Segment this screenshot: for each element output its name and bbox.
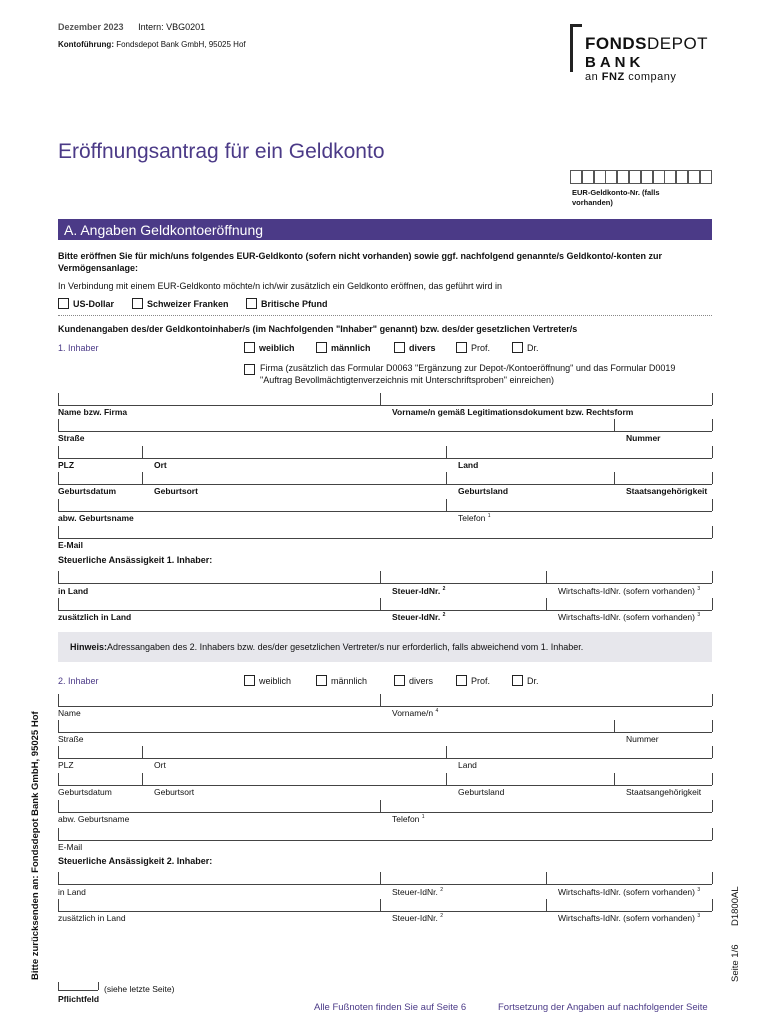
section-a-intro: Bitte eröffnen Sie für mich/uns folgendes EUR-Geldkonto (sofern nicht vorhanden) sowie ggf. nachfolgend genannte/s Geldkonto/-konten zur Vermögensanlage: — [58, 251, 663, 273]
account-number-cell[interactable] — [570, 170, 582, 184]
holder2-checkbox-dr[interactable]: Dr. — [512, 675, 539, 686]
holder1-firma-text: Firma (zusätzlich das Formular D0063 "Ergänzung zur Depot-/Kontoeröffnung" und das Formular D0019 "Auftrag Bevollmächtigtenverzeichnis mit Unterschriftsproben" einreichen) — [260, 363, 676, 385]
holder2-checkbox-prof[interactable]: Prof. — [456, 675, 490, 686]
holder1-checkbox-divers[interactable]: divers — [394, 342, 436, 353]
h2-tax-in-land: in Land — [58, 887, 86, 897]
h1-label-staatsangehoerigkeit: Staatsangehörigkeit — [626, 486, 708, 496]
h2-tax-wirtschafts-id-2: Wirtschafts-IdNr. (sofern vorhanden) $^3$ — [558, 913, 701, 923]
holder1-checkbox-weiblich[interactable]: weiblich — [244, 342, 295, 353]
h1-label-nummer: Nummer — [626, 433, 661, 443]
holder2-checkbox-maennlich[interactable]: männlich — [316, 675, 367, 686]
header-date: Dezember 2023 — [58, 22, 124, 32]
h1-label-land: Land — [458, 460, 479, 470]
h2-label-land: Land — [458, 760, 477, 770]
h1-tax-wirtschafts-id: Wirtschafts-IdNr. (sofern vorhanden) $^3$ — [558, 586, 701, 596]
checkbox-us-dollar[interactable]: US-Dollar — [58, 298, 114, 309]
holder2-checkbox-divers[interactable]: divers — [394, 675, 433, 686]
h2-label-geburtsland: Geburtsland — [458, 787, 505, 797]
page-title: Eröffnungsantrag für ein Geldkonto — [58, 140, 385, 163]
holder2-label: 2. Inhaber — [58, 676, 99, 686]
h1-tax-in-land: in Land — [58, 586, 89, 596]
h1-tax-steuer-id-2: Steuer-IdNr. $^2$ — [392, 612, 446, 622]
h1-tax-heading: Steuerliche Ansässigkeit 1. Inhaber: — [58, 555, 213, 565]
holder2-checkbox-weiblich[interactable]: weiblich — [244, 675, 291, 686]
h2-label-nummer: Nummer — [626, 734, 659, 744]
h2-label-plz: PLZ — [58, 760, 74, 770]
h1-label-geburtsland: Geburtsland — [458, 486, 509, 496]
legend-sample-field — [58, 990, 98, 991]
h2-label-vorname: Vorname/n $^4$ — [392, 708, 439, 718]
section-a-connection: In Verbindung mit einem EUR-Geldkonto möchte/n ich/wir zusätzlich ein Geldkonto eröffnen, das geführt wird in — [58, 281, 503, 291]
header-kontofuehrung: Kontoführung: Fondsdepot Bank GmbH, 95025 Hof — [58, 40, 246, 49]
account-number-cell[interactable] — [688, 170, 700, 184]
h1-label-geburtsort: Geburtsort — [154, 486, 198, 496]
h1-label-vorname: Vorname/n gemäß Legitimationsdokument bzw. Rechtsform — [392, 407, 634, 417]
customer-heading: Kundenangaben des/der Geldkontoinhaber/s (im Nachfolgenden "Inhaber" genannt) bzw. des/der gesetzlichen Vertreter/s — [58, 324, 578, 334]
holder1-checkbox-dr[interactable]: Dr. — [512, 342, 539, 353]
account-number-cell[interactable] — [582, 170, 594, 184]
h1-label-strasse: Straße — [58, 433, 85, 443]
page-number: Seite 1/6 — [730, 944, 741, 982]
footnote-reference: Alle Fußnoten finden Sie auf Seite 6 — [314, 1002, 467, 1013]
account-number-cell[interactable] — [617, 170, 629, 184]
h2-label-geburtsort: Geburtsort — [154, 787, 195, 797]
account-number-cell[interactable] — [605, 170, 617, 184]
h1-tax-wirtschafts-id-2: Wirtschafts-IdNr. (sofern vorhanden) $^3$ — [558, 612, 701, 622]
h2-tax-heading: Steuerliche Ansässigkeit 2. Inhaber: — [58, 856, 213, 866]
logo-bracket — [570, 24, 582, 72]
continuation-note: Fortsetzung der Angaben auf nachfolgender Seite — [498, 1002, 708, 1013]
checkbox-britische-pfund[interactable]: Britische Pfund — [246, 298, 328, 309]
h2-label-ort: Ort — [154, 760, 166, 770]
h2-label-geburtsdatum: Geburtsdatum — [58, 787, 112, 797]
header-intern: Intern: VBG0201 — [138, 22, 206, 32]
account-number-cell[interactable] — [653, 170, 665, 184]
side-return-address: Bitte zurücksenden an: Fondsdepot Bank GmbH, 95025 Hof — [30, 711, 41, 980]
holder1-checkbox-prof[interactable]: Prof. — [456, 342, 490, 353]
h1-label-name: Name bzw. Firma — [58, 407, 128, 417]
section-a-header: A. Angaben Geldkontoeröffnung — [58, 219, 712, 240]
h2-label-telefon: Telefon $^1$ — [392, 814, 425, 824]
account-number-cell[interactable] — [594, 170, 606, 184]
h2-label-email: E-Mail — [58, 842, 83, 852]
divider — [58, 315, 712, 316]
account-number-cell[interactable] — [664, 170, 676, 184]
holder1-checkbox-firma[interactable] — [244, 361, 259, 379]
h2-tax-steuer-id-2: Steuer-IdNr. $^2$ — [392, 913, 443, 923]
h2-label-strasse: Straße — [58, 734, 84, 744]
header-date-row — [58, 22, 205, 32]
h1-label-ort: Ort — [154, 460, 167, 470]
account-number-cell[interactable] — [700, 170, 712, 184]
h1-tax-steuer-id: Steuer-IdNr. $^2$ — [392, 586, 446, 596]
h2-tax-steuer-id: Steuer-IdNr. $^2$ — [392, 887, 443, 897]
h1-label-abw-geburtsname: abw. Geburtsname — [58, 513, 134, 523]
holder1-checkbox-maennlich[interactable]: männlich — [316, 342, 371, 353]
h1-label-telefon: Telefon $^1$ — [458, 513, 491, 523]
form-code: D1800AL — [730, 886, 741, 926]
hint-box: Hinweis: Adressangaben des 2. Inhabers bzw. des/der gesetzlichen Vertreter/s nur erforderlich, falls abweichend vom 1. Inhaber. — [58, 632, 712, 662]
h1-tax-zusaetzlich: zusätzlich in Land — [58, 612, 132, 622]
h2-label-abw-geburtsname: abw. Geburtsname — [58, 814, 130, 824]
h2-label-staatsangehoerigkeit: Staatsangehörigkeit — [626, 787, 702, 797]
h1-label-plz: PLZ — [58, 460, 75, 470]
account-number-cell[interactable] — [629, 170, 641, 184]
h2-tax-wirtschafts-id: Wirtschafts-IdNr. (sofern vorhanden) $^3$ — [558, 887, 701, 897]
logo: FONDSDEPOT BANK an FNZ company — [585, 34, 709, 83]
h2-tax-zusaetzlich: zusätzlich in Land — [58, 913, 126, 923]
h1-label-email: E-Mail — [58, 540, 84, 550]
checkbox-schweizer-franken[interactable]: Schweizer Franken — [132, 298, 229, 309]
legend-text: (siehe letzte Seite) — [104, 984, 175, 994]
account-number-label: EUR-Geldkonto-Nr. (falls vorhanden) — [572, 188, 660, 207]
h2-label-name: Name — [58, 708, 81, 718]
pflichtfeld-label: Pflichtfeld — [58, 994, 100, 1004]
h1-label-geburtsdatum: Geburtsdatum — [58, 486, 117, 496]
holder1-label: 1. Inhaber — [58, 343, 99, 353]
account-number-cell[interactable] — [676, 170, 688, 184]
account-number-cell[interactable] — [641, 170, 653, 184]
